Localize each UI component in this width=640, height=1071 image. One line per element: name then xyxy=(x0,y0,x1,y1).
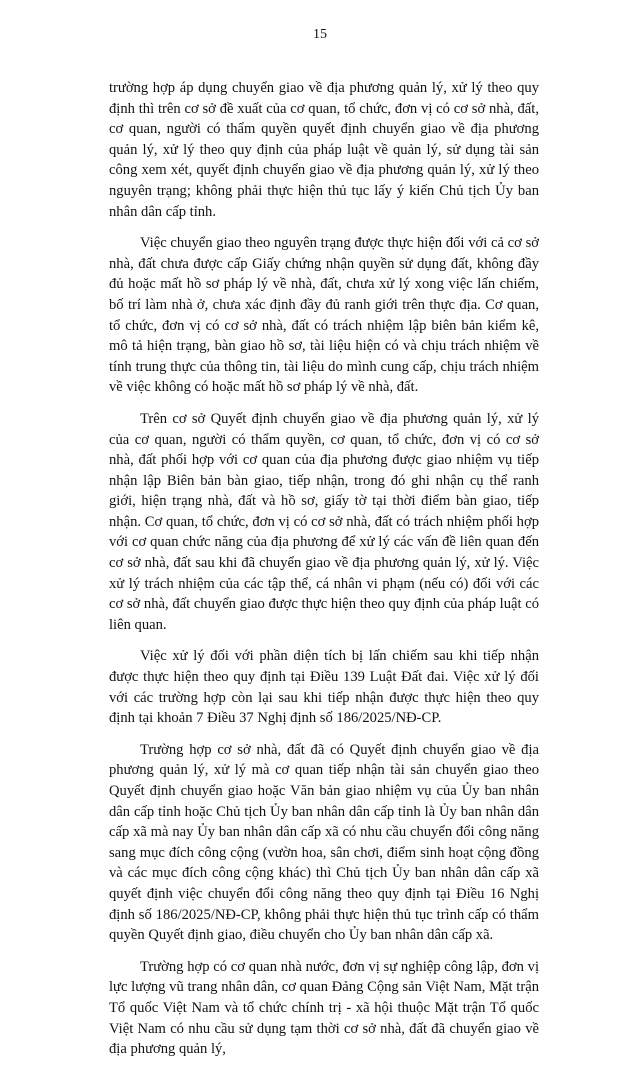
page-number: 15 xyxy=(313,27,327,42)
paragraph-handover-decision: Trên cơ sở Quyết định chuyển giao về địa phương quản lý, xử lý của cơ quan, người có thẩm quyền, cơ quan, tổ chức, đơn vị có cơ sở nhà, đất phối hợp với cơ quan của địa phương được giao nhiệm vụ tiếp nhận lập Biên bản bàn giao, tiếp nhận, trong đó ghi nhận cụ thể ranh giới, hiện trạng nhà, đất và hồ sơ, giấy tờ tại thời điểm bàn giao, tiếp nhận. Cơ quan, tổ chức, đơn vị có cơ sở nhà, đất có trách nhiệm phối hợp với cơ quan chức năng của địa phương để xử lý các vấn đề liên quan đến cơ sở nhà, đất sau khi đã chuyển giao về địa phương quản lý, xử lý. Việc xử lý trách nhiệm của các tập thể, cá nhân vi phạm (nếu có) đối với các cơ sở nhà, đất chuyển giao được thực hiện theo quy định của pháp luật có liên quan. xyxy=(109,410,539,633)
paragraph-handover-as-is: Việc chuyển giao theo nguyên trạng được thực hiện đối với cả cơ sở nhà, đất chưa được cấp Giấy chứng nhận quyền sử dụng đất, không đầy đủ hoặc mất hồ sơ pháp lý về nhà, đất, chưa xử lý xong việc lấn chiếm, bố trí làm nhà ở, chưa xác định đầy đủ ranh giới trên thực địa. Cơ quan, tổ chức, đơn vị có cơ sở nhà, đất có trách nhiệm lập biên bản kiểm kê, mô tả hiện trạng, bàn giao hồ sơ, tài liệu hiện có và chịu trách nhiệm về tính trung thực của thông tin, tài liệu do mình cung cấp, chịu trách nhiệm về việc không có hoặc mất hồ sơ pháp lý về nhà, đất. xyxy=(109,235,539,396)
paragraph-function-conversion: Trường hợp cơ sở nhà, đất đã có Quyết định chuyển giao về địa phương quản lý, xử lý mà cơ quan tiếp nhận tài sản chuyển giao theo Quyết định chuyển giao hoặc Văn bản giao nhiệm vụ của Ủy ban nhân dân cấp tỉnh hoặc Chủ tịch Ủy ban nhân dân cấp tỉnh là Ủy ban nhân dân cấp xã mà nay Ủy ban nhân dân cấp xã có nhu cầu chuyển đổi công năng sang mục đích công cộng (vườn hoa, sân chơi, điểm sinh hoạt cộng đồng và các mục đích công cộng khác) thì Chủ tịch Ủy ban nhân dân cấp xã quyết định việc chuyển đổi công năng theo quy định tại Điều 16 Nghị định số 186/2025/NĐ-CP, không phải thực hiện thủ tục trình cấp có thẩm quyền Quyết định giao, điều chuyển cho Ủy ban nhân dân cấp xã. xyxy=(109,741,539,944)
paragraph-continuation: trường hợp áp dụng chuyển giao về địa phương quản lý, xử lý theo quy định thì trên cơ sở đề xuất của cơ quan, tổ chức, đơn vị có cơ sở nhà, đất, cơ quan, người có thẩm quyền quyết định chuyển giao về địa phương quản lý, xử lý theo quy định của pháp luật về quản lý, sử dụng tài sản công xem xét, quyết định chuyển giao về địa phương quản lý, xử lý theo nguyên trạng; không phải thực hiện thủ tục lấy ý kiến Chủ tịch Ủy ban nhân dân cấp tỉnh. xyxy=(109,80,539,220)
paragraph-temporary-use: Trường hợp có cơ quan nhà nước, đơn vị sự nghiệp công lập, đơn vị lực lượng vũ trang nhân dân, cơ quan Đảng Cộng sản Việt Nam, Mặt trận Tổ quốc Việt Nam và tổ chức chính trị - xã hội thuộc Mặt trận Tổ quốc Việt Nam có nhu cầu sử dụng tạm thời cơ sở nhà, đất đã chuyển giao về địa phương quản lý, xyxy=(109,958,539,1058)
paragraph-encroached-area: Việc xử lý đối với phần diện tích bị lấn chiếm sau khi tiếp nhận được thực hiện theo quy định tại Điều 139 Luật Đất đai. Việc xử lý đối với các trường hợp còn lại sau khi tiếp nhận được thực hiện theo quy định tại khoản 7 Điều 37 Nghị định số 186/2025/NĐ-CP. xyxy=(109,648,539,727)
document-body xyxy=(109,78,539,1071)
